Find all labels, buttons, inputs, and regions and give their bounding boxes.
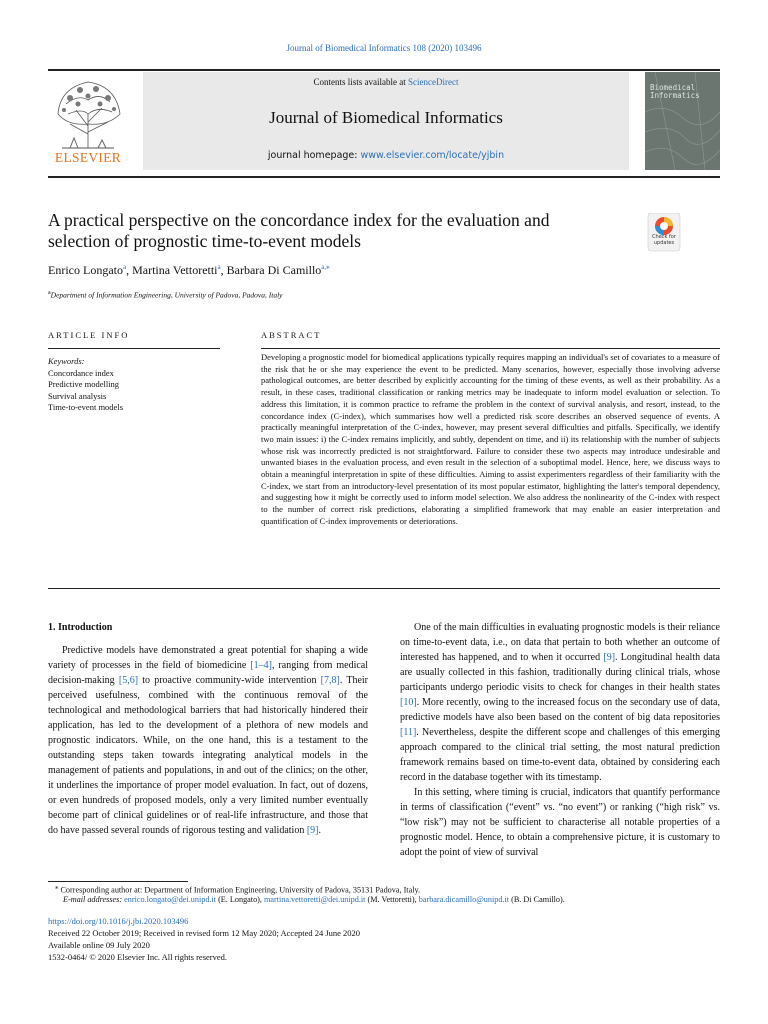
reference-link[interactable]: [11] — [400, 727, 417, 738]
article-title — [48, 210, 628, 252]
email-owner: (E. Longato), — [216, 895, 264, 904]
check-for-updates-label: Check for updates — [652, 234, 676, 246]
text-run: , ranging from medical decision-making — [48, 660, 369, 686]
text-run: to proactive community-wide intervention — [138, 675, 321, 686]
author-affiliation-mark[interactable]: a — [217, 263, 221, 271]
publication-info — [48, 915, 360, 963]
email-link[interactable]: barbara.dicamillo@unipd.it — [418, 895, 510, 904]
journal-citation[interactable]: Journal of Biomedical Informatics 108 (2020) 103496 — [286, 43, 482, 53]
email-link[interactable]: enrico.longato@dei.unipd.it — [124, 895, 217, 904]
reference-link[interactable]: [1–4] — [250, 660, 272, 671]
affiliation — [48, 290, 283, 300]
text-run: . Nevertheless, despite the different scope and challenges of this emerging approach compared to the clinical trial setting, the most natural prediction framework remains based on time-to-event data, obtained by considering each record in the database together with its timestamp. — [400, 727, 720, 783]
abstract-end-rule — [48, 588, 720, 589]
body-column-right — [400, 620, 720, 860]
available-online: Available online 09 July 2020 — [48, 940, 150, 950]
author-name[interactable]: Enrico Longato — [48, 263, 123, 277]
reference-link[interactable]: [9] — [306, 825, 319, 836]
footnote-mark: ⁎ — [55, 884, 59, 891]
article-info-heading: ARTICLE INFO — [48, 330, 130, 340]
contents-line — [143, 77, 629, 87]
reference-link[interactable]: [7,8] — [320, 675, 340, 686]
article-info-rule — [48, 348, 220, 349]
paragraph — [48, 643, 368, 838]
received-dates: Received 22 October 2019; Received in revised form 12 May 2020; Accepted 24 June 2020 — [48, 928, 361, 938]
keyword-item: Time-to-event models — [48, 402, 123, 412]
text-run: . More recently, owing to the increased focus on the secondary use of data, predictive models have also been based on the content of big data repositories — [400, 697, 720, 723]
reference-link[interactable]: [10] — [400, 697, 417, 708]
keywords-heading: Keywords: — [48, 356, 85, 366]
journal-homepage — [143, 150, 629, 161]
affiliation-mark: a — [48, 290, 51, 296]
text-run: One of the main difficulties in evaluating prognostic models is their reliance on time-to-event data, i.e., on data that pertain to both whether an outcome of interested has happened, and to when it occurred — [400, 622, 720, 663]
header-bottom-rule — [48, 176, 720, 178]
keyword-item: Predictive modelling — [48, 379, 120, 389]
header-top-rule — [48, 69, 720, 71]
author-affiliation-mark[interactable]: a — [122, 263, 127, 271]
elsevier-wordmark[interactable]: ELSEVIER — [54, 150, 122, 165]
email-owner: (B. Di Camillo). — [509, 895, 565, 904]
homepage-link[interactable]: www.elsevier.com/locate/yjbin — [360, 150, 505, 161]
reference-link[interactable]: [5,6] — [118, 675, 139, 686]
author-list: Enrico Longato$^a$, Martina Vettoretti$^a$, Barbara Di Camillo$^{a,⁎}$ — [48, 263, 330, 277]
abstract-rule — [261, 348, 720, 349]
email-link[interactable]: martina.vettoretti@dei.unipd.it — [264, 895, 366, 904]
cover-title: Biomedical Informatics — [650, 83, 700, 100]
abstract-text: Developing a prognostic model for biomedical applications typically requires mapping an individual's set of covariates to a measure of the risk that he or she may experience the event to be predicted. Many scenarios, however, especially those involving adverse pathological outcomes, are better described by explicitly accounting for the timing of these events, as well as their probability. As a result, in these cases, traditional classification or ranking metrics may be inadequate to inform model evaluation or selection. To address this limitation, it is common practice to reframe the problem in the context of survival analysis, and resort, instead, to the concordance index (C-index), which summarises how well a predicted risk score describes an observed sequence of events. A practically meaningful interpretation of the C-index, however, may present several difficulties and pitfalls. Specifically, we identify two main issues: i) the C-index remains implicitly, and subtly, dependent on time, and ii) its relationship with the number of subjects whose risk was incorrectly predicted is not straightforward. Failure to consider these two aspects may introduce undesirable and unwanted biases in the evaluation process, and even result in the selection of a suboptimal model. Hence, here, we discuss ways to obtain a meaningful interpretation in spite of these difficulties. Aiming to assist experimenters regardless of their familiarity with the C-index, we start from an introductory-level presentation of its most popular estimator, highlighting the latter's temporal dependency, and suggesting how it might be correctly used to inform model selection. We also address the nonlinearity of the C-index with respect to the number of correct risk predictions, elaborating a simplified framework that may enable an easier interpretation and quantification of C-index improvements or deteriorations. — [261, 352, 720, 526]
email-label: E-mail addresses: — [63, 895, 123, 904]
author-name[interactable]: Martina Vettoretti — [132, 263, 218, 277]
journal-cover-thumbnail[interactable] — [645, 72, 720, 170]
sciencedirect-link[interactable]: ScienceDirect — [408, 77, 459, 87]
author-affiliation-mark[interactable]: a,⁎ — [321, 263, 330, 271]
email-footnote — [63, 894, 565, 905]
doi-link[interactable]: https://doi.org/10.1016/j.jbi.2020.103496 — [48, 916, 189, 926]
footnote-text: Corresponding author at: Department of Information Engineering, University of Padova, 35131 Padova, Italy. — [60, 885, 421, 895]
text-run: . — [318, 825, 321, 836]
title-line-1: A practical perspective on the concordance index for the evaluation and — [48, 210, 550, 230]
journal-name: Journal of Biomedical Informatics — [269, 108, 503, 127]
text-run: . Longitudinal health data are usually collected in this fashion, traditionally during clinical trials, whose participants undergo periodic visits to check for changes in their health states — [400, 652, 721, 693]
paragraph: In this setting, where timing is crucial, indicators that quantify performance in terms of classification (“event” vs. “no event”) or ranking (“high risk” vs. “low risk”) may not be sufficient to characterise all notable properties of a prognostic model. Hence, to obtain a comprehensive picture, it is customary to adopt the point of view of survival — [400, 787, 720, 858]
keywords-block — [48, 356, 123, 414]
body-column-left — [48, 643, 368, 838]
email-owner: (M. Vettoretti), — [365, 895, 419, 904]
affiliation-text: Department of Information Engineering, University of Padova, Padova, Italy — [50, 290, 283, 300]
section-heading-introduction: 1. Introduction — [48, 622, 113, 633]
author-name[interactable]: Barbara Di Camillo — [226, 263, 322, 277]
title-line-2: selection of prognostic time-to-event models — [48, 231, 361, 251]
keyword-item: Survival analysis — [48, 390, 107, 401]
copyright: 1532-0464/ © 2020 Elsevier Inc. All rights reserved. — [48, 952, 228, 962]
reference-link[interactable]: [9] — [603, 652, 616, 663]
check-for-updates-icon[interactable] — [645, 213, 683, 253]
paragraph — [400, 620, 720, 785]
homepage-prefix: journal homepage: — [267, 150, 361, 161]
text-run: . Their perceived usefulness, combined with the continuous removal of the technological and methodological barriers that had historically hindered their application, has led to the development of a plethora of new models and prognostic indicators. While, on the one hand, this is a testament to the outstanding steps taken towards integrating analytical models in the management of patients and populations, in and out of the clinics; on the other, it underlines the importance of proper model evaluation. In fact, out of dozens, or even hundreds of proposed models, only a very limited number eventually become part of clinical guidelines or of real-life infrastructure, and those that do have passed several rounds of rigorous testing and validation — [48, 675, 369, 836]
abstract-heading: ABSTRACT — [261, 330, 322, 340]
keyword-item: Concordance index — [48, 367, 114, 378]
contents-prefix: Contents lists available at — [313, 77, 408, 87]
text-run: Predictive models have demonstrated a great potential for shaping a wide variety of processes in the field of biomedicine — [48, 645, 368, 671]
